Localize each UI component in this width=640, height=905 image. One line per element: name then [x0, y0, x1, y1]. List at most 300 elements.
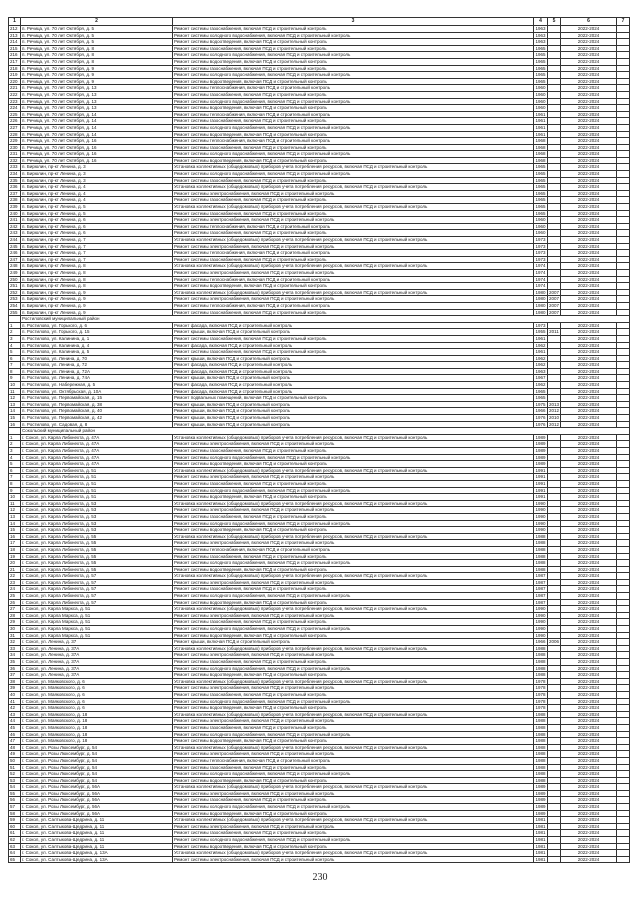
work-cell: Ремонт системы водоотведения, включая ПСД и строительный контроль [173, 566, 534, 573]
table-row [9, 553, 630, 560]
address-cell: п. Ростилово, ул. Первомайская, д. 38 [21, 401, 173, 408]
period-cell: 2022-2024 [561, 823, 617, 830]
table-row [9, 131, 630, 138]
extra-cell [617, 164, 630, 171]
extra-cell [617, 375, 630, 382]
row-number: 56 [9, 797, 21, 804]
table-row [9, 144, 630, 151]
address-cell: г. Сокол, ул. Салтыкова-Щедрина, д. 11 [21, 830, 173, 837]
address-cell: г. Сокол, ул. Карла Маркса, д. 51 [21, 612, 173, 619]
row-number: 21 [9, 566, 21, 573]
year-built-cell: 1965 [535, 388, 546, 394]
period-cell: 2022-2024 [561, 513, 617, 520]
year-repair-cell [548, 197, 561, 204]
year-repair-cell [548, 467, 561, 474]
year-built-cell: 1968 [535, 151, 546, 157]
year-repair-cell [548, 335, 561, 342]
row-number: 214 [9, 39, 21, 46]
table-row [9, 283, 630, 290]
address-cell: п. Ростилово, ул. Октябрьская, д. 10А [21, 388, 173, 395]
period-cell: 2022-2024 [561, 204, 617, 211]
work-cell: Ремонт системы холодного водоснабжения, включая ПСД и строительный контроль [173, 837, 534, 844]
extra-cell [617, 302, 630, 309]
row-number: 41 [9, 698, 21, 705]
address-cell: г. Сокол, ул. Карла Либкнехта, д. 47А [21, 441, 173, 448]
year-repair-cell [548, 111, 561, 118]
address-cell: г. Сокол, ул. Ленина, д. 37А [21, 659, 173, 666]
table-row [9, 599, 630, 606]
address-cell: п. Бирюлин, пр-кт Ленина, д. 3 [21, 177, 173, 184]
work-cell: Ремонт системы газоснабжения, включая ПСД и строительный контроль [173, 197, 534, 204]
year-built-cell: 1968 [535, 144, 546, 150]
extra-cell [617, 685, 630, 692]
year-built-cell: 1990 [535, 520, 546, 526]
row-number: 33 [9, 645, 21, 652]
table-row [9, 804, 630, 811]
work-cell: Ремонт системы электроснабжения, включая ПСД и строительный контроль [173, 474, 534, 481]
table-row [9, 685, 630, 692]
year-built-cell: 1990 [535, 606, 546, 612]
year-built-cell: 1981 [535, 817, 546, 823]
year-repair-cell [548, 566, 561, 573]
address-cell: п. Речица, ул. 70 лет Октября, д. 14 [21, 111, 173, 118]
section-row [9, 316, 630, 323]
address-cell: п. Бирюлин, пр-кт Ленина, д. 6 [21, 230, 173, 237]
table-row [9, 817, 630, 824]
address-cell: п. Речица, ул. 70 лет Октября, д. 8 [21, 58, 173, 65]
row-number: 12 [9, 507, 21, 514]
extra-cell [617, 448, 630, 455]
year-repair-cell [548, 652, 561, 659]
year-repair-cell [548, 118, 561, 125]
address-cell: г. Сокол, ул. Маяковского, д. 18 [21, 724, 173, 731]
year-built-cell: 1965 [535, 197, 546, 203]
period-cell: 2022-2024 [561, 289, 617, 296]
period-cell: 2022-2024 [561, 230, 617, 237]
year-built-cell: 1988 [535, 724, 546, 730]
table-row [9, 204, 630, 211]
year-built-cell: 1978 [535, 678, 546, 684]
table-row [9, 26, 630, 33]
table-row [9, 111, 630, 118]
period-cell: 2022-2024 [561, 368, 617, 375]
year-built-cell: 1981 [535, 837, 546, 843]
address-cell: г. Сокол, ул. Маяковского, д. 18 [21, 711, 173, 718]
year-repair-cell [548, 434, 561, 441]
address-cell: г. Сокол, ул. Ленина, д. 37А [21, 652, 173, 659]
work-cell: Ремонт системы теплоснабжения, включая ПСД и строительный контроль [173, 85, 534, 92]
table-row [9, 579, 630, 586]
year-repair-cell: 2012 [549, 421, 560, 427]
work-cell: Ремонт системы газоснабжения, включая ПСД и строительный контроль [173, 513, 534, 520]
extra-cell [617, 98, 630, 105]
page-number: 230 [312, 872, 328, 883]
extra-cell [617, 757, 630, 764]
extra-cell [617, 78, 630, 85]
extra-cell [617, 487, 630, 494]
period-cell: 2022-2024 [561, 408, 617, 415]
period-cell: 2022-2024 [561, 138, 617, 145]
extra-cell [617, 764, 630, 771]
work-cell: Ремонт системы водоотведения, включая ПСД и строительный контроль [173, 283, 534, 290]
period-cell: 2022-2024 [561, 157, 617, 164]
period-cell: 2022-2024 [561, 124, 617, 131]
table-row [9, 474, 630, 481]
work-cell: Ремонт системы водоотведения, включая ПСД и строительный контроль [173, 672, 534, 679]
work-cell: Ремонт системы электроснабжения, включая ПСД и строительный контроль [173, 823, 534, 830]
year-built-cell: 1973 [535, 250, 546, 256]
period-cell: 2022-2024 [561, 131, 617, 138]
year-built-cell: 1988 [535, 777, 546, 783]
table-row [9, 507, 630, 514]
period-cell: 2022-2024 [561, 507, 617, 514]
period-cell: 2022-2024 [561, 665, 617, 672]
table-row [9, 72, 630, 79]
extra-cell [617, 263, 630, 270]
period-cell: 2022-2024 [561, 837, 617, 844]
year-repair-cell [548, 151, 561, 158]
year-built-cell: 1974 [535, 276, 546, 282]
table-row [9, 645, 630, 652]
extra-cell [617, 817, 630, 824]
table-row [9, 309, 630, 316]
year-built-cell: 1988 [535, 645, 546, 651]
year-repair-cell [548, 573, 561, 580]
address-cell: п. Бирюлин, пр-кт Ленина, д. 7 [21, 237, 173, 244]
year-built-cell: 1961 [535, 111, 546, 117]
row-number: 37 [9, 672, 21, 679]
period-cell: 2022-2024 [561, 448, 617, 455]
table-row [9, 171, 630, 178]
work-cell: Ремонт системы теплоснабжения, включая ПСД и строительный контроль [173, 546, 534, 553]
year-repair-cell [548, 494, 561, 501]
year-repair-cell [548, 342, 561, 349]
year-repair-cell [548, 164, 561, 171]
period-cell: 2022-2024 [561, 91, 617, 98]
work-cell: Ремонт фасада, включая ПСД и строительный контроль [173, 362, 534, 369]
table-row [9, 619, 630, 626]
year-repair-cell [548, 243, 561, 250]
address-cell: п. Ростилово, ул. Первомайская, д. 15 [21, 395, 173, 402]
period-cell: 2022-2024 [561, 296, 617, 303]
table-row [9, 698, 630, 705]
table-row [9, 560, 630, 567]
extra-cell [617, 355, 630, 362]
year-repair-cell: 2007 [549, 296, 560, 302]
period-cell: 2022-2024 [561, 731, 617, 738]
year-built-cell: 1990 [535, 513, 546, 519]
year-built-cell: 1988 [535, 665, 546, 671]
period-cell: 2022-2024 [561, 830, 617, 837]
extra-cell [617, 454, 630, 461]
year-repair-cell [548, 375, 561, 382]
year-built-cell: 1973 [535, 237, 546, 242]
row-number: 252 [9, 289, 21, 296]
extra-cell [617, 124, 630, 131]
extra-cell [617, 744, 630, 751]
year-built-cell: 1965 [535, 78, 546, 84]
row-number: 45 [9, 724, 21, 731]
work-cell: Ремонт системы газоснабжения, включая ПСД и строительный контроль [173, 830, 534, 837]
col-header-address: 2 [21, 18, 173, 26]
year-built-cell: 1955 [535, 329, 546, 335]
year-repair-cell: 2010 [549, 415, 560, 421]
period-cell: 2022-2024 [561, 711, 617, 718]
address-cell: п. Бирюлин, пр-кт Ленина, д. 9 [21, 302, 173, 309]
row-number: 5 [9, 461, 21, 468]
year-built-cell: 1965 [535, 164, 546, 170]
year-built-cell: 1974 [535, 263, 546, 269]
row-number: 25 [9, 593, 21, 600]
table-row [9, 705, 630, 712]
address-cell: г. Сокол, ул. Карла Маркса, д. 51 [21, 626, 173, 633]
period-cell: 2022-2024 [561, 467, 617, 474]
year-built-cell: 1988 [535, 560, 546, 566]
row-number: 28 [9, 612, 21, 619]
period-cell: 2022-2024 [561, 817, 617, 824]
year-built-cell: 1978 [535, 698, 546, 704]
address-cell: п. Бирюлин, пр-кт Ленина, д. 5 [21, 204, 173, 211]
address-cell: п. Бирюлин, пр-кт Ленина, д. 8 [21, 263, 173, 270]
year-built-cell: 1989 [535, 804, 546, 810]
work-cell: Ремонт системы газоснабжения, включая ПСД и строительный контроль [173, 448, 534, 455]
year-built-cell: 1980 [535, 296, 546, 302]
period-cell: 2022-2024 [561, 65, 617, 72]
year-built-cell: 1988 [535, 731, 546, 737]
year-repair-cell: 2013 [549, 401, 560, 407]
period-cell: 2022-2024 [561, 58, 617, 65]
work-cell: Ремонт системы газоснабжения, включая ПСД и строительный контроль [173, 553, 534, 560]
year-repair-cell [548, 105, 561, 112]
year-repair-cell [548, 672, 561, 679]
year-built-cell: 1960 [535, 217, 546, 223]
period-cell: 2022-2024 [561, 256, 617, 263]
year-built-cell: 1988 [535, 533, 546, 539]
year-built-cell: 1987 [535, 593, 546, 599]
year-built-cell: 1965 [535, 184, 546, 190]
row-number: 216 [9, 52, 21, 59]
year-repair-cell [548, 269, 561, 276]
work-cell: Ремонт системы холодного водоснабжения, включая ПСД и строительный контроль [173, 52, 534, 59]
address-cell: г. Сокол, ул. Карла Либкнехта, д. 47А [21, 454, 173, 461]
year-repair-cell [548, 711, 561, 718]
table-row [9, 382, 630, 389]
row-number: 58 [9, 810, 21, 817]
table-row [9, 856, 630, 863]
extra-cell [617, 210, 630, 217]
table-row [9, 98, 630, 105]
year-repair-cell [548, 507, 561, 514]
table-row [9, 401, 630, 408]
work-cell: Ремонт системы водоотведения, включая ПСД и строительный контроль [173, 705, 534, 712]
year-repair-cell [548, 724, 561, 731]
year-repair-cell: 2007 [549, 289, 560, 295]
extra-cell [617, 771, 630, 778]
work-cell: Ремонт системы водоотведения, включая ПСД и строительный контроль [173, 58, 534, 65]
row-number: 232 [9, 157, 21, 164]
work-cell: Ремонт системы электроснабжения, включая ПСД и строительный контроль [173, 217, 534, 224]
year-repair-cell [548, 500, 561, 507]
work-cell: Ремонт системы холодного водоснабжения, включая ПСД и строительный контроль [173, 665, 534, 672]
year-repair-cell [548, 790, 561, 797]
row-number: 2 [9, 329, 21, 336]
address-cell: п. Бирюлин, пр-кт Ленина, д. 8 [21, 269, 173, 276]
year-built-cell: 1966 [535, 408, 546, 414]
table-row [9, 256, 630, 263]
period-cell: 2022-2024 [561, 856, 617, 863]
year-built-cell: 1980 [535, 309, 546, 315]
work-cell: Ремонт системы водоотведения, включая ПСД и строительный контроль [173, 632, 534, 639]
row-number: 235 [9, 177, 21, 184]
table-row [9, 461, 630, 468]
address-cell: г. Сокол, ул. Салтыкова-Щедрина, д. 13А [21, 850, 173, 857]
row-number: 39 [9, 685, 21, 692]
table-row [9, 467, 630, 474]
work-cell: Установка коллективных (общедомовых) приборов учета потребления ресурсов, включая ПСД и строительный контроль [173, 467, 534, 474]
year-repair-cell [548, 757, 561, 764]
work-cell: Ремонт системы газоснабжения, включая ПСД и строительный контроль [173, 691, 534, 698]
year-built-cell: 1965 [535, 52, 546, 58]
table-row [9, 85, 630, 92]
row-number: 237 [9, 190, 21, 197]
year-built-cell: 1961 [535, 349, 546, 355]
work-cell: Ремонт системы газоснабжения, включая ПСД и строительный контроль [173, 45, 534, 52]
extra-cell [617, 645, 630, 652]
period-cell: 2022-2024 [561, 810, 617, 817]
address-cell: г. Сокол, ул. Маяковского, д. 18 [21, 738, 173, 745]
address-cell: п. Речица, ул. 70 лет Октября, д. 13 [21, 85, 173, 92]
work-cell: Ремонт системы теплоснабжения, включая ПСД и строительный контроль [173, 276, 534, 283]
extra-cell [617, 52, 630, 59]
address-cell: г. Сокол, ул. Карла Маркса, д. 51 [21, 632, 173, 639]
year-built-cell: 1987 [535, 573, 546, 579]
address-cell: г. Сокол, ул. Карла Либкнехта, д. 51 [21, 494, 173, 501]
year-repair-cell [548, 441, 561, 448]
row-number: 246 [9, 250, 21, 257]
period-cell: 2022-2024 [561, 329, 617, 336]
year-repair-cell [548, 362, 561, 369]
work-cell: Ремонт системы электроснабжения, включая ПСД и строительный контроль [173, 190, 534, 197]
year-repair-cell [548, 355, 561, 362]
table-row [9, 217, 630, 224]
address-cell: г. Сокол, ул. Карла Либкнехта, д. 53 [21, 507, 173, 514]
work-cell: Ремонт системы электроснабжения, включая ПСД и строительный контроль [173, 718, 534, 725]
work-cell: Ремонт системы электроснабжения, включая ПСД и строительный контроль [173, 685, 534, 692]
address-cell: п. Речица, ул. 70 лет Октября, д. 14 [21, 124, 173, 131]
extra-cell [617, 566, 630, 573]
table-row [9, 520, 630, 527]
row-number: 13 [9, 401, 21, 408]
extra-cell [617, 843, 630, 850]
extra-cell [617, 269, 630, 276]
row-number: 229 [9, 138, 21, 145]
table-row [9, 434, 630, 441]
table-row [9, 329, 630, 336]
period-cell: 2022-2024 [561, 78, 617, 85]
year-built-cell: 1963 [535, 368, 546, 374]
period-cell: 2022-2024 [561, 52, 617, 59]
year-repair-cell [548, 237, 561, 244]
year-built-cell: 1960 [535, 105, 546, 111]
address-cell: г. Сокол, ул. Карла Либкнехта, д. 53 [21, 527, 173, 534]
period-cell: 2022-2024 [561, 705, 617, 712]
col-header-number: 1 [9, 18, 21, 26]
year-built-cell: 1976 [535, 415, 546, 421]
row-number: 62 [9, 837, 21, 844]
address-cell: п. Бирюлин, пр-кт Ленина, д. 9 [21, 289, 173, 296]
year-built-cell: 1981 [535, 843, 546, 849]
extra-cell [617, 527, 630, 534]
row-number: 16 [9, 533, 21, 540]
period-cell: 2022-2024 [561, 645, 617, 652]
extra-cell [617, 731, 630, 738]
work-cell: Установка коллективных (общедомовых) приборов учета потребления ресурсов, включая ПСД и строительный контроль [173, 645, 534, 652]
address-cell: г. Сокол, ул. Карла Либкнехта, д. 47А [21, 434, 173, 441]
table-row [9, 302, 630, 309]
extra-cell [617, 177, 630, 184]
work-cell: Ремонт системы холодного водоснабжения, включая ПСД и строительный контроль [173, 98, 534, 105]
table-row [9, 184, 630, 191]
row-number: 226 [9, 118, 21, 125]
year-built-cell: 1988 [535, 672, 546, 678]
address-cell: г. Сокол, ул. Маяковского, д. 18 [21, 731, 173, 738]
row-number: 1 [9, 434, 21, 441]
address-cell: г. Сокол, ул. Ленина, д. 37А [21, 665, 173, 672]
period-cell: 2022-2024 [561, 573, 617, 580]
work-cell: Ремонт системы холодного водоснабжения, включая ПСД и строительный контроль [173, 626, 534, 633]
period-cell: 2022-2024 [561, 375, 617, 382]
address-cell: г. Сокол, ул. Карла Либкнехта, д. 55 [21, 546, 173, 553]
row-number: 221 [9, 85, 21, 92]
year-built-cell: 1989 [535, 448, 546, 453]
row-number: 240 [9, 210, 21, 217]
year-repair-cell [548, 751, 561, 758]
year-repair-cell: 2006 [549, 639, 560, 645]
table-row [9, 593, 630, 600]
period-cell: 2022-2024 [561, 659, 617, 666]
work-cell: Ремонт системы электроснабжения, включая ПСД и строительный контроль [173, 507, 534, 514]
table-row [9, 441, 630, 448]
row-number: 7 [9, 474, 21, 481]
table-row [9, 157, 630, 164]
year-repair-cell [548, 810, 561, 817]
extra-cell [617, 507, 630, 514]
work-cell: Ремонт системы газоснабжения, включая ПСД и строительный контроль [173, 349, 534, 356]
address-cell: п. Ростилово, ул. Садовая, д. 8 [21, 421, 173, 428]
row-number: 222 [9, 91, 21, 98]
extra-cell [617, 58, 630, 65]
extra-cell [617, 837, 630, 844]
period-cell: 2022-2024 [561, 784, 617, 791]
work-cell: Ремонт системы газоснабжения, включая ПСД и строительный контроль [173, 177, 534, 184]
row-number: 29 [9, 619, 21, 626]
row-number: 10 [9, 382, 21, 389]
row-number: 8 [9, 480, 21, 487]
year-built-cell: 1988 [535, 566, 546, 572]
address-cell: г. Сокол, ул. Салтыкова-Щедрина, д. 11 [21, 843, 173, 850]
year-built-cell: 1988 [535, 764, 546, 770]
year-repair-cell [548, 177, 561, 184]
work-cell: Ремонт системы электроснабжения, включая ПСД и строительный контроль [173, 296, 534, 303]
year-repair-cell [548, 744, 561, 751]
table-row [9, 276, 630, 283]
row-number: 241 [9, 217, 21, 224]
period-cell: 2022-2024 [561, 349, 617, 356]
section-number-cell [9, 428, 21, 435]
address-cell: г. Сокол, ул. Ленина, д. 37А [21, 672, 173, 679]
year-repair-cell [548, 256, 561, 263]
table-row [9, 289, 630, 296]
